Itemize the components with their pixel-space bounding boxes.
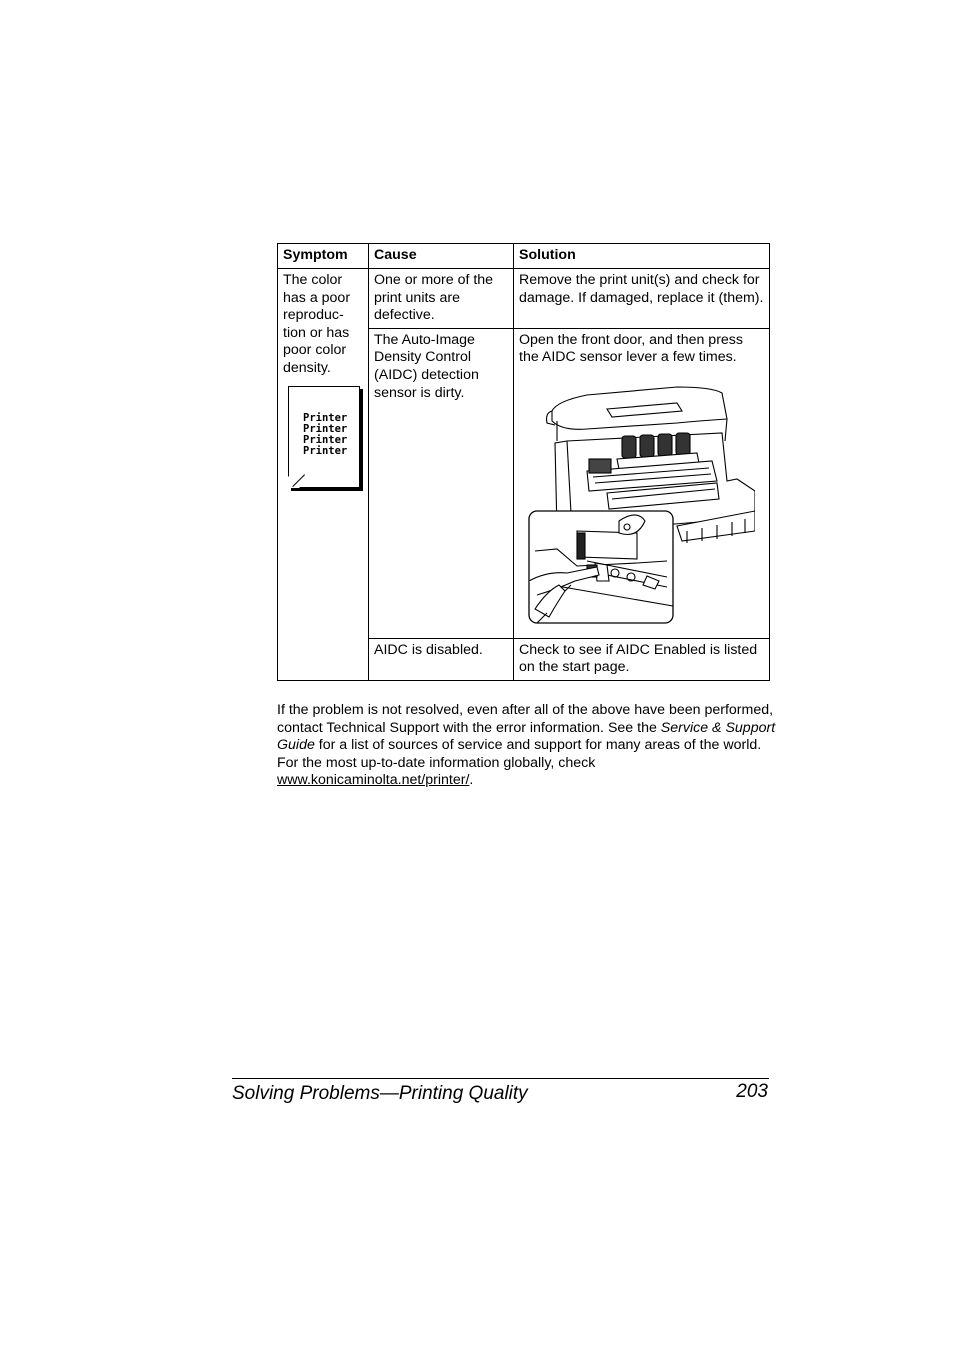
guide-title: Service & Support Guide — [277, 719, 776, 754]
symptom-cell — [278, 269, 369, 681]
aidc-sensor-illustration — [527, 381, 755, 631]
print-sample-image — [283, 386, 361, 490]
solution-cell — [514, 328, 770, 638]
solution-text: Open the front door, and then press the AIDC sensor lever a few times. — [519, 331, 743, 366]
troubleshooting-table — [277, 243, 770, 681]
support-note: If the problem is not resolved, even after all of the above have been performed, contact Technical Support with the error information. See the Service & Support Guide for a list of sources of service and support for many areas of the world. For the most up-to-date information globally, check www.konicaminolta.net/printer/. — [277, 702, 776, 789]
cause-cell: The Auto-Image Density Control (AIDC) detection sensor is dirty. — [369, 328, 514, 638]
solution-cell: Remove the print unit(s) and check for damage. If damaged, replace it (them). — [514, 269, 770, 329]
solution-cell: Check to see if AIDC Enabled is listed on the start page. — [514, 638, 770, 680]
support-link[interactable]: www.konicaminolta.net/printer/ — [277, 772, 470, 789]
cause-cell: One or more of the print units are defective. — [369, 269, 514, 329]
table-header-row — [278, 244, 770, 269]
cause-cell: AIDC is disabled. — [369, 638, 514, 680]
header-solution: Solution — [514, 244, 770, 269]
table-row — [278, 269, 770, 329]
footer-divider — [232, 1078, 769, 1079]
symptom-text: The color has a poor reproduc- tion or has poor color density. — [283, 272, 351, 376]
footer-title: Solving Problems—Printing Quality — [232, 1083, 528, 1104]
header-cause: Cause — [369, 244, 514, 269]
page-number: 203 — [736, 1081, 768, 1102]
header-symptom: Symptom — [278, 244, 369, 269]
print-sample-text: Printer Printer Printer Printer — [303, 411, 348, 458]
